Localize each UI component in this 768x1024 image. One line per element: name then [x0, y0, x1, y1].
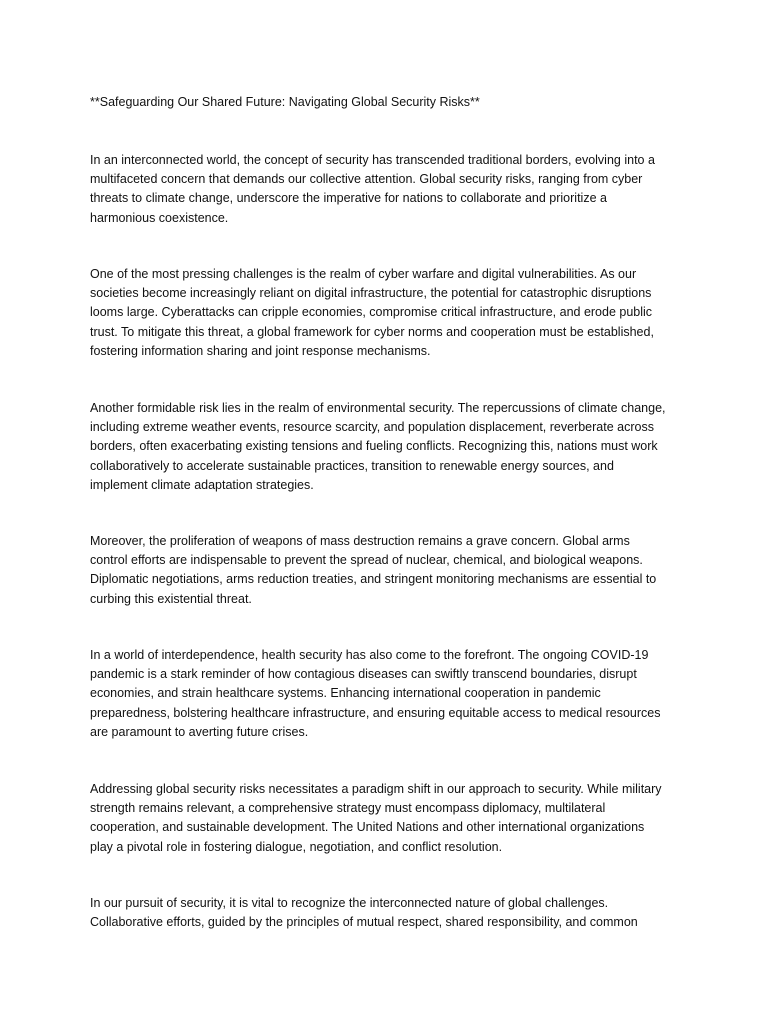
text-line: societies become increasingly reliant on digital infrastructure, the potential for catastrophic disruptions — [90, 286, 652, 301]
text-line: In a world of interdependence, health security has also come to the forefront. The ongoing COVID-19 — [90, 648, 649, 662]
text-line: looms large. Cyberattacks can cripple economies, compromise critical infrastructure, and erode public — [90, 305, 653, 320]
document-title: **Safeguarding Our Shared Future: Navigating Global Security Risks** — [90, 95, 480, 109]
text-line: economies, and strain healthcare systems. Enhancing international cooperation in pandemic — [90, 686, 601, 701]
text-line: play a pivotal role in fostering dialogue, negotiation, and conflict resolution. — [90, 839, 503, 854]
text-line: strength remains relevant, a comprehensive strategy must encompass diplomacy, multilateral — [90, 801, 606, 816]
text-line: cooperation, and sustainable development. The United Nations and other international organizations — [90, 820, 645, 835]
text-line: curbing this existential threat. — [90, 591, 252, 606]
text-line: One of the most pressing challenges is the realm of cyber warfare and digital vulnerabilities. As our — [90, 267, 637, 281]
paragraph-3 — [90, 399, 685, 495]
text-line: Another formidable risk lies in the realm of environmental security. The repercussions of climate change, — [90, 401, 666, 415]
paragraph-4 — [90, 532, 685, 609]
text-line: implement climate adaptation strategies. — [90, 477, 314, 492]
text-line: control efforts are indispensable to prevent the spread of nuclear, chemical, and biological weapons. — [90, 553, 643, 568]
text-line: In our pursuit of security, it is vital to recognize the interconnected nature of global challenges. — [90, 896, 609, 910]
paragraph-1 — [90, 151, 685, 228]
text-line: are paramount to averting future crises. — [90, 724, 309, 739]
text-line: collaboratively to accelerate sustainable practices, transition to renewable energy sources, and — [90, 458, 614, 473]
text-line: Collaborative efforts, guided by the principles of mutual respect, shared responsibility, and common — [90, 915, 638, 930]
text-line: Diplomatic negotiations, arms reduction treaties, and stringent monitoring mechanisms are essential to — [90, 572, 657, 587]
text-line: including extreme weather events, resource scarcity, and population displacement, reverberate across — [90, 420, 654, 435]
paragraph-2 — [90, 265, 685, 361]
text-line: multifaceted concern that demands our collective attention. Global security risks, ranging from cyber — [90, 172, 643, 187]
text-line: trust. To mitigate this threat, a global framework for cyber norms and cooperation must be established, — [90, 324, 654, 339]
text-line: threats to climate change, underscore the imperative for nations to collaborate and prioritize a — [90, 191, 607, 206]
text-line: fostering information sharing and joint response mechanisms. — [90, 343, 431, 358]
text-line: preparedness, bolstering healthcare infrastructure, and ensuring equitable access to medical resources — [90, 705, 661, 720]
text-line: In an interconnected world, the concept of security has transcended traditional borders, evolving into a — [90, 153, 655, 167]
text-line: Addressing global security risks necessitates a paradigm shift in our approach to security. While military — [90, 782, 662, 796]
text-line: borders, often exacerbating existing tensions and fueling conflicts. Recognizing this, nations must work — [90, 439, 658, 454]
text-line: Moreover, the proliferation of weapons of mass destruction remains a grave concern. Global arms — [90, 534, 630, 548]
text-line: pandemic is a stark reminder of how contagious diseases can swiftly transcend boundaries, disrupt — [90, 667, 637, 682]
text-line: harmonious coexistence. — [90, 210, 229, 225]
paragraph-7 — [90, 894, 685, 932]
paragraph-5 — [90, 646, 685, 742]
paragraph-6 — [90, 780, 685, 857]
